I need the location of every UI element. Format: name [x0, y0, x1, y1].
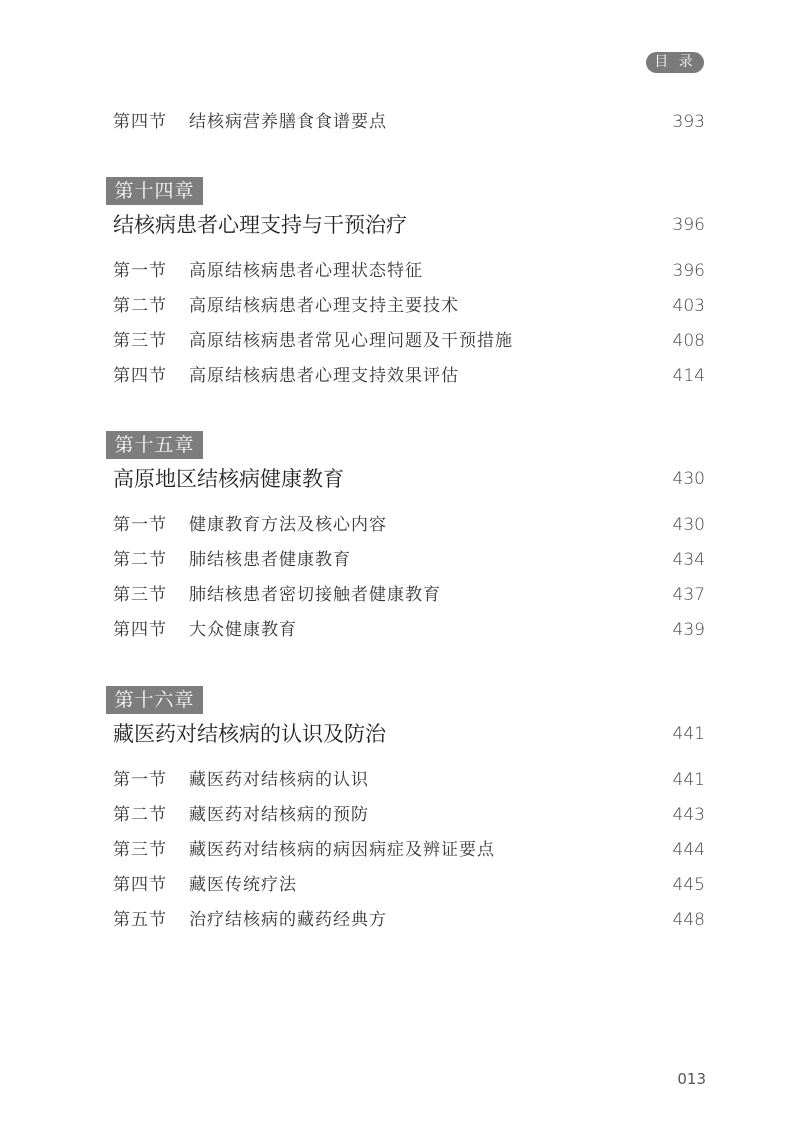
chapter-page: 430 — [672, 469, 705, 489]
section-number: 第四节 — [113, 620, 167, 640]
section-number: 第二节 — [113, 550, 167, 570]
section-number: 第五节 — [113, 910, 167, 930]
chapter-page: 441 — [672, 724, 705, 744]
toc-entry[interactable] — [113, 328, 705, 354]
chapter-title: 藏医药对结核病的认识及防治 — [113, 722, 386, 746]
toc-entry[interactable] — [113, 872, 705, 898]
section-number: 第一节 — [113, 261, 167, 281]
section-number: 第二节 — [113, 296, 167, 316]
section-number: 第四节 — [113, 875, 167, 895]
section-number: 第三节 — [113, 840, 167, 860]
section-title: 藏医药对结核病的病因病症及辨证要点 — [189, 840, 495, 860]
section-page: 393 — [672, 112, 705, 132]
section-page: 434 — [672, 550, 705, 570]
chapter-label-badge: 第十四章 — [106, 177, 203, 205]
section-number: 第四节 — [113, 366, 167, 386]
section-page: 408 — [672, 331, 705, 351]
toc-entry[interactable] — [113, 837, 705, 863]
section-title: 藏医药对结核病的预防 — [189, 805, 369, 825]
section-page: 445 — [672, 875, 705, 895]
section-page: 441 — [672, 770, 705, 790]
section-page: 396 — [672, 261, 705, 281]
toc-entry[interactable] — [113, 582, 705, 608]
toc-entry[interactable] — [113, 293, 705, 319]
chapter-entry[interactable] — [113, 463, 705, 495]
section-page: 414 — [672, 366, 705, 386]
chapter-label-badge: 第十五章 — [106, 431, 203, 459]
page-number: 013 — [677, 1070, 706, 1088]
toc-entry[interactable] — [113, 512, 705, 538]
section-number: 第一节 — [113, 515, 167, 535]
section-title: 健康教育方法及核心内容 — [189, 515, 387, 535]
chapter-title: 结核病患者心理支持与干预治疗 — [113, 213, 407, 237]
toc-entry[interactable] — [113, 907, 705, 933]
toc-header-badge: 目 录 — [646, 52, 704, 73]
section-title: 高原结核病患者常见心理问题及干预措施 — [189, 331, 513, 351]
toc-entry[interactable] — [113, 767, 705, 793]
chapter-entry[interactable] — [113, 209, 705, 241]
section-title: 藏医传统疗法 — [189, 875, 297, 895]
section-title: 藏医药对结核病的认识 — [189, 770, 369, 790]
section-number: 第三节 — [113, 331, 167, 351]
section-page: 444 — [672, 840, 705, 860]
section-page: 448 — [672, 910, 705, 930]
toc-entry[interactable] — [113, 617, 705, 643]
section-title: 高原结核病患者心理状态特征 — [189, 261, 423, 281]
section-page: 439 — [672, 620, 705, 640]
section-number: 第一节 — [113, 770, 167, 790]
chapter-entry[interactable] — [113, 718, 705, 750]
section-title: 高原结核病患者心理支持效果评估 — [189, 366, 459, 386]
section-title: 肺结核患者密切接触者健康教育 — [189, 585, 441, 605]
section-title: 肺结核患者健康教育 — [189, 550, 351, 570]
section-number: 第二节 — [113, 805, 167, 825]
section-number: 第四节 — [113, 112, 167, 132]
section-title: 高原结核病患者心理支持主要技术 — [189, 296, 459, 316]
section-page: 403 — [672, 296, 705, 316]
chapter-page: 396 — [672, 215, 705, 235]
section-title: 治疗结核病的藏药经典方 — [189, 910, 387, 930]
chapter-title: 高原地区结核病健康教育 — [113, 467, 344, 491]
toc-entry[interactable] — [113, 109, 705, 135]
section-page: 430 — [672, 515, 705, 535]
section-number: 第三节 — [113, 585, 167, 605]
chapter-label-badge: 第十六章 — [106, 686, 203, 714]
toc-entry[interactable] — [113, 547, 705, 573]
section-page: 443 — [672, 805, 705, 825]
toc-entry[interactable] — [113, 802, 705, 828]
section-title: 大众健康教育 — [189, 620, 297, 640]
section-page: 437 — [672, 585, 705, 605]
toc-entry[interactable] — [113, 258, 705, 284]
section-title: 结核病营养膳食食谱要点 — [189, 112, 387, 132]
toc-entry[interactable] — [113, 363, 705, 389]
